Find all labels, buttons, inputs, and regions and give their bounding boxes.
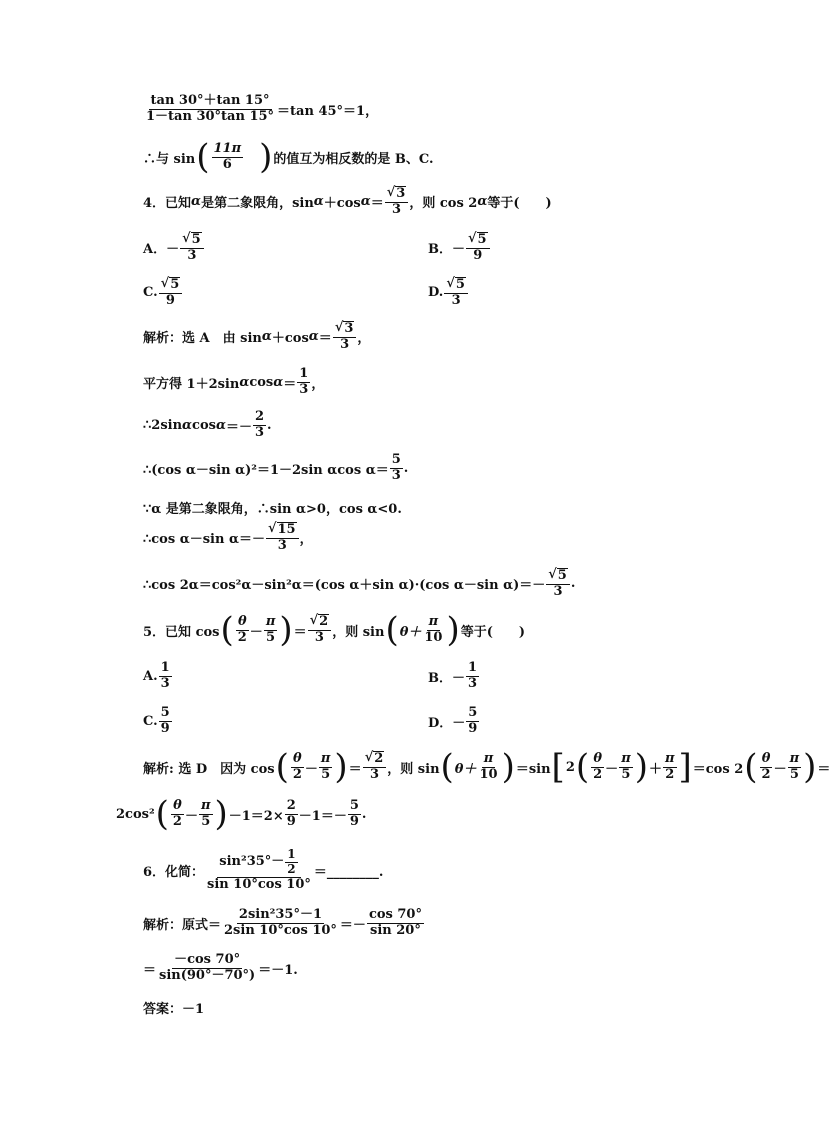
q5-solution-2: 2cos² ( $\frac{\theta}{2}$ － $\frac{\pi}{5}$ ) －1＝2× $\frac{2}{9}$ －1＝－ $\frac{5}{9}$ .	[116, 794, 367, 834]
q5-solution-1: 解析: 选 D 因为 cos ( $\frac{\theta}{2}$ － $\frac{\pi}{5}$ ) ＝ √ 2 3 ，则 sin ( θ＋ $\frac{\pi}{10}$ ) ＝sin [ 2 ( $\frac{\theta}{2}$ － $\frac{\pi}{5}$ ) ＋ $\frac{\pi}{2}$ ] ＝cos 2 ( $\frac{\theta}{2}$ － $\frac{\pi}{5}$ ) ＝	[143, 747, 830, 787]
q4-stem: 4．已知 α 是第二象限角，sin α ＋cos α ＝ √ 3 3 ，则 cos 2 α 等于( )	[143, 185, 552, 217]
q4-option-c[interactable]: C. √ 5 9	[143, 277, 183, 309]
q4-option-d[interactable]: D. √ 5 3	[428, 277, 469, 309]
q4-solution-4: ∴(cos α－sin α)²＝1－2sin αcos α＝ $\frac{5}{3}$ .	[143, 452, 409, 483]
q4-solution-3: ∴2sin α cos α ＝－ $\frac{2}{3}$ .	[143, 409, 272, 440]
q4-solution-5: ∵α 是第二象限角，∴sin α>0，cos α<0.	[143, 502, 402, 517]
q4-solution-2: 平方得 1＋2sin α cos α ＝ $\frac{1}{3}$ ，	[143, 366, 325, 397]
q5-option-d[interactable]: D．－ $\frac{5}{9}$	[428, 705, 478, 736]
prev-conclusion: ∴与 sin ( $\frac{11\pi}{6}$ ) 的值互为相反数的是 B、C.	[143, 137, 434, 177]
q6-solution-1: 解析：原式＝ $\frac{\text{2sin²35°－1}}{2\sin 10^\circ\cos 10^\circ}$ ＝－ $\frac{\cos 70^\circ}{\sin 20^\circ}$	[143, 907, 422, 938]
q4-solution-7: ∴cos 2α＝cos²α－sin²α＝(cos α＋sin α)·(cos α－sin α)＝－ √ 5 3 .	[143, 567, 576, 599]
prev-equation: $\frac{\tan 30^\circ+\tan 15^\circ}{1-\tan 30^\circ\tan 15^\circ}$ ＝tan 45°＝1，	[146, 93, 379, 124]
q6-answer: 答案：－1	[143, 1002, 205, 1017]
q5-option-b[interactable]: B．－ $\frac{1}{3}$	[428, 660, 478, 691]
q4-option-b[interactable]: B．－ √ 5 9	[428, 232, 491, 264]
q4-solution-1: 解析：选 A 由 sin α ＋cos α ＝ √ 3 3 ，	[143, 320, 371, 352]
q6-solution-2: ＝ $\frac{-\cos 70^\circ}{\sin(90^\circ-70^\circ)}$ ＝－1.	[143, 952, 298, 983]
fraction: $\frac{\tan 30^\circ+\tan 15^\circ}{1-\tan 30^\circ\tan 15^\circ}$	[146, 93, 275, 124]
q5-option-c[interactable]: C. $\frac{5}{9}$	[143, 705, 170, 736]
q6-stem: 6．化简： sin²35°－ $\frac{1}{2}$ sin 10°cos 10° ＝________.	[143, 847, 384, 892]
q4-solution-6: ∴cos α－sin α＝－ √ 15 3 ，	[143, 521, 313, 553]
q4-option-a[interactable]: A．－ √ 5 3	[143, 232, 205, 264]
q5-stem: 5．已知 cos ( $\frac{\theta}{2}$ － $\frac{\pi}{5}$ ) ＝ √ 2 3 ，则 sin ( θ＋ $\frac{\pi}{10}$ ) 等于( )	[143, 610, 526, 650]
q5-option-a[interactable]: A. $\frac{1}{3}$	[143, 660, 170, 691]
